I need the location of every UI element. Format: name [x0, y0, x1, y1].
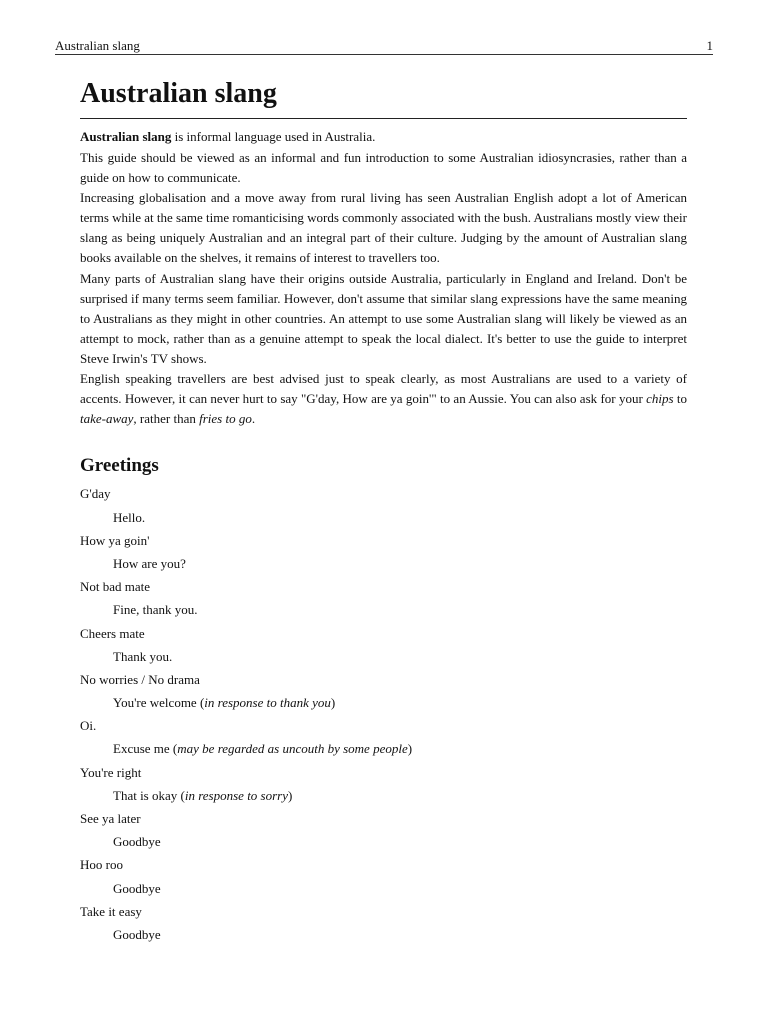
- greeting-term: G'day: [80, 486, 111, 502]
- greeting-definition: [113, 508, 687, 528]
- page-title: Australian slang: [80, 76, 687, 119]
- greeting-definition: [113, 879, 687, 899]
- intro-paragraph-4: Many parts of Australian slang have their origins outside Australia, particularly in England and Ireland. Don't be surprised if many terms seem familiar. However, don't assume that similar slang expressions have the same meaning to Australians as they might in other countries. An attempt to use some Australian slang will likely be viewed as an attempt to mock, rather than as a genuine attempt to speak the local dialect. It's better to use the guide to interpret Steve Irwin's TV shows.: [80, 270, 687, 366]
- greeting-term: Cheers mate: [80, 625, 145, 641]
- greeting-usage-note: in response to sorry: [184, 787, 288, 803]
- greeting-usage-note: in response to thank you: [204, 695, 331, 711]
- greeting-definition: [113, 925, 687, 945]
- closing-paren: ): [288, 787, 293, 803]
- p5-text-c: , rather than: [133, 411, 200, 427]
- intro-paragraph-3: Increasing globalisation and a move away from rural living has seen Australian English adopt a lot of American terms while at the same time romanticising words commonly associated with the bush. Australians mostly view their slang as being uniquely Australian and an integral part of their culture. Judging by the amount of Australian slang books available on the shelves, it remains of interest to travellers too.: [80, 190, 687, 266]
- greeting-definition-text: Fine, thank you.: [113, 602, 198, 618]
- closing-paren: ): [330, 695, 336, 711]
- intro-bold-term: Australian slang: [80, 129, 172, 144]
- p5-takeaway: take-away: [80, 411, 134, 427]
- p5-text-b: to: [673, 391, 687, 407]
- greeting-definition-text: Excuse me (: [113, 741, 178, 757]
- greeting-definition: [113, 647, 687, 667]
- p5-fries: fries to go: [199, 411, 252, 427]
- greeting-term: Hoo roo: [80, 857, 123, 873]
- intro-paragraph-1: [80, 127, 687, 147]
- greeting-definition-text: You're welcome (: [113, 695, 205, 711]
- running-header: [55, 37, 713, 55]
- greeting-term: Take it easy: [80, 903, 142, 919]
- greetings-heading: Greetings: [80, 455, 159, 477]
- p5-text-d: .: [251, 411, 256, 427]
- greeting-term: Not bad mate: [80, 579, 151, 595]
- greeting-definition: [113, 786, 687, 806]
- greetings-list: [80, 484, 687, 945]
- greeting-term: No worries / No drama: [80, 671, 200, 687]
- running-header-title: Australian slang: [55, 38, 140, 53]
- greeting-definition-text: That is okay (: [113, 787, 185, 803]
- greeting-usage-note: may be regarded as uncouth by some people: [177, 741, 408, 757]
- greeting-definition-text: Goodbye: [113, 880, 161, 896]
- greeting-definition: [113, 600, 687, 620]
- greeting-term: See ya later: [80, 811, 141, 826]
- greeting-term: You're right: [80, 764, 142, 780]
- intro-section: [80, 127, 687, 429]
- greeting-definition-text: Goodbye: [113, 834, 161, 850]
- greeting-definition: [113, 693, 687, 713]
- article-content: [80, 76, 687, 948]
- closing-paren: ): [407, 741, 413, 757]
- greeting-definition-text: Hello.: [113, 509, 146, 525]
- p5-chips: chips: [646, 391, 674, 407]
- greeting-definition: [113, 554, 687, 574]
- intro-paragraph-1-text: is informal language used in Australia.: [171, 129, 376, 144]
- greeting-definition-text: How are you?: [113, 555, 186, 571]
- p5-text-a: English speaking travellers are best advised just to speak clearly, as most Australians are used to a variety of accents. However, it can never hurt to say "G'day, How are ya goin'" to an Aussie. You can also ask for your: [80, 371, 687, 407]
- greeting-definition: [113, 832, 687, 852]
- greeting-term: How ya goin': [80, 532, 150, 548]
- page-number: 1: [706, 38, 713, 53]
- intro-paragraph-2: This guide should be viewed as an informal and fun introduction to some Australian idiosyncrasies, rather than a guide on how to communicate.: [80, 149, 687, 185]
- intro-paragraph-5: [80, 369, 687, 429]
- greeting-term: Oi.: [80, 718, 97, 734]
- greeting-definition-text: Thank you.: [113, 648, 173, 664]
- greeting-definition-text: Goodbye: [113, 926, 161, 942]
- greeting-definition: [113, 739, 687, 759]
